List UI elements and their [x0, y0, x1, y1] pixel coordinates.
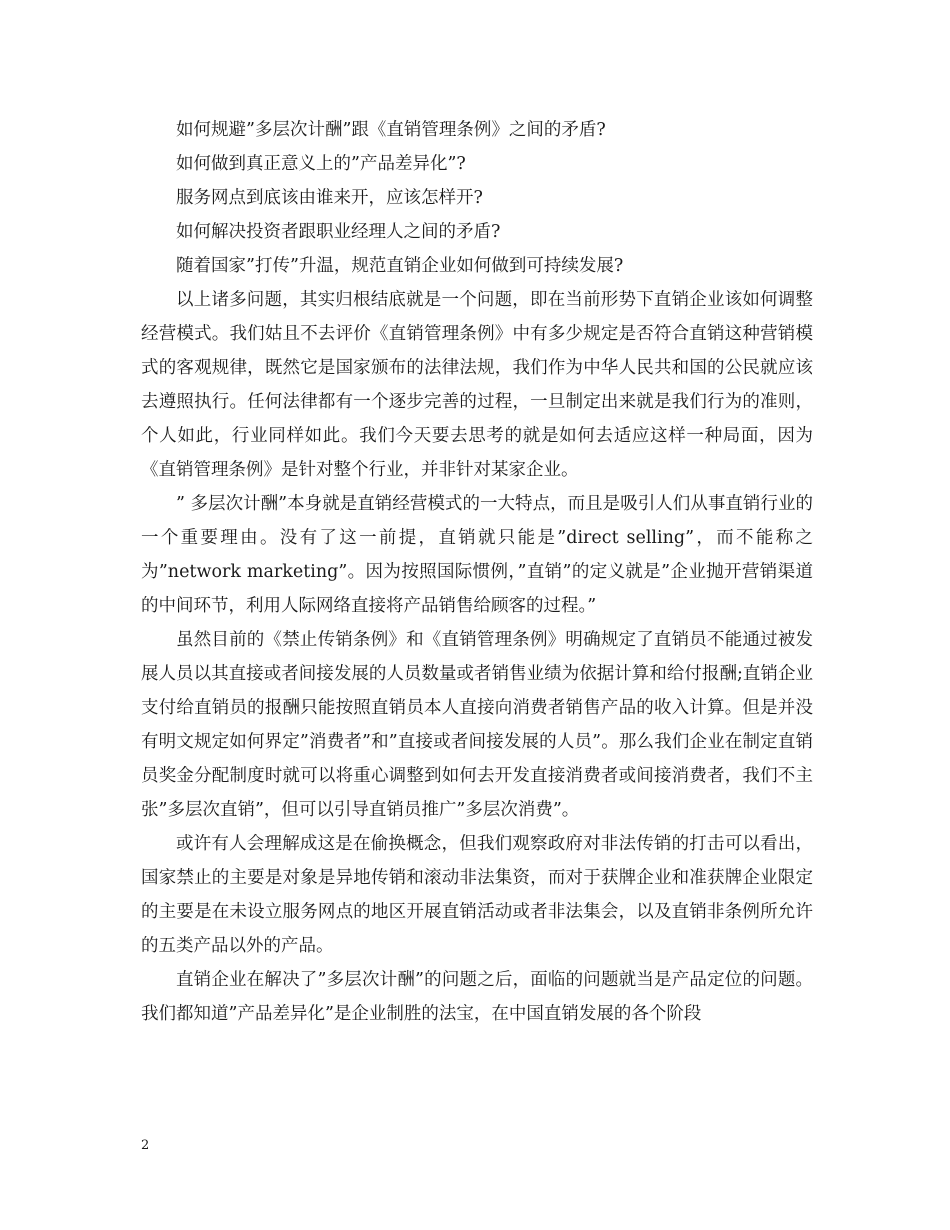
paragraph-question-5: 随着国家”打传”升温，规范直销企业如何做到可持续发展? [176, 256, 624, 276]
page-number: 2 [141, 1138, 150, 1153]
paragraph-question-4: 如何解决投资者跟职业经理人之间的矛盾? [176, 222, 501, 242]
document-body [141, 113, 813, 1031]
paragraph-body-3: 虽然目前的《禁止传销条例》和《直销管理条例》明确规定了直销员不能通过被发展人员以其直接或者间接发展的人员数量或者销售业绩为依据计算和给付报酬;直销企业支付给直销员的报酬只能按照直销员本人直接向消费者销售产品的收入计算。但是并没有明文规定如何界定”消费者”和”直接或者间接发展的人员”。那么我们企业在制定直销员奖金分配制度时就可以将重心调整到如何去开发直接消费者或间接消费者，我们不主张”多层次直销”，但可以引导直销员推广”多层次消费”。 [141, 630, 813, 820]
paragraph-body-1: 以上诸多问题，其实归根结底就是一个问题，即在当前形势下直销企业该如何调整经营模式。我们姑且不去评价《直销管理条例》中有多少规定是否符合直销这种营销模式的客观规律，既然它是国家颁布的法律法规，我们作为中华人民共和国的公民就应该去遵照执行。任何法律都有一个逐步完善的过程，一旦制定出来就是我们行为的准则，个人如此，行业同样如此。我们今天要去思考的就是如何去适应这样一种局面，因为《直销管理条例》是针对整个行业，并非针对某家企业。 [141, 290, 813, 480]
paragraph-body-5: 直销企业在解决了”多层次计酬”的问题之后，面临的问题就当是产品定位的问题。我们都知道”产品差异化”是企业制胜的法宝，在中国直销发展的各个阶段 [141, 970, 813, 1024]
paragraph-body-4: 或许有人会理解成这是在偷换概念，但我们观察政府对非法传销的打击可以看出，国家禁止的主要是对象是异地传销和滚动非法集资，而对于获牌企业和准获牌企业限定的主要是在未设立服务网点的地区开展直销活动或者非法集会，以及直销非条例所允许的五类产品以外的产品。 [141, 834, 813, 956]
paragraph-question-3: 服务网点到底该由谁来开，应该怎样开? [176, 188, 483, 208]
paragraph-question-2: 如何做到真正意义上的”产品差异化”? [176, 154, 466, 174]
paragraph-question-1: 如何规避”多层次计酬”跟《直销管理条例》之间的矛盾? [176, 120, 606, 140]
paragraph-body-2: ” 多层次计酬”本身就是直销经营模式的一大特点，而且是吸引人们从事直销行业的一个重要理由。没有了这一前提，直销就只能是”direct selling”，而不能称之为”network marketing”。因为按照国际惯例，”直销”的定义就是”企业抛开营销渠道的中间环节，利用人际网络直接将产品销售给顾客的过程。” [141, 494, 813, 616]
